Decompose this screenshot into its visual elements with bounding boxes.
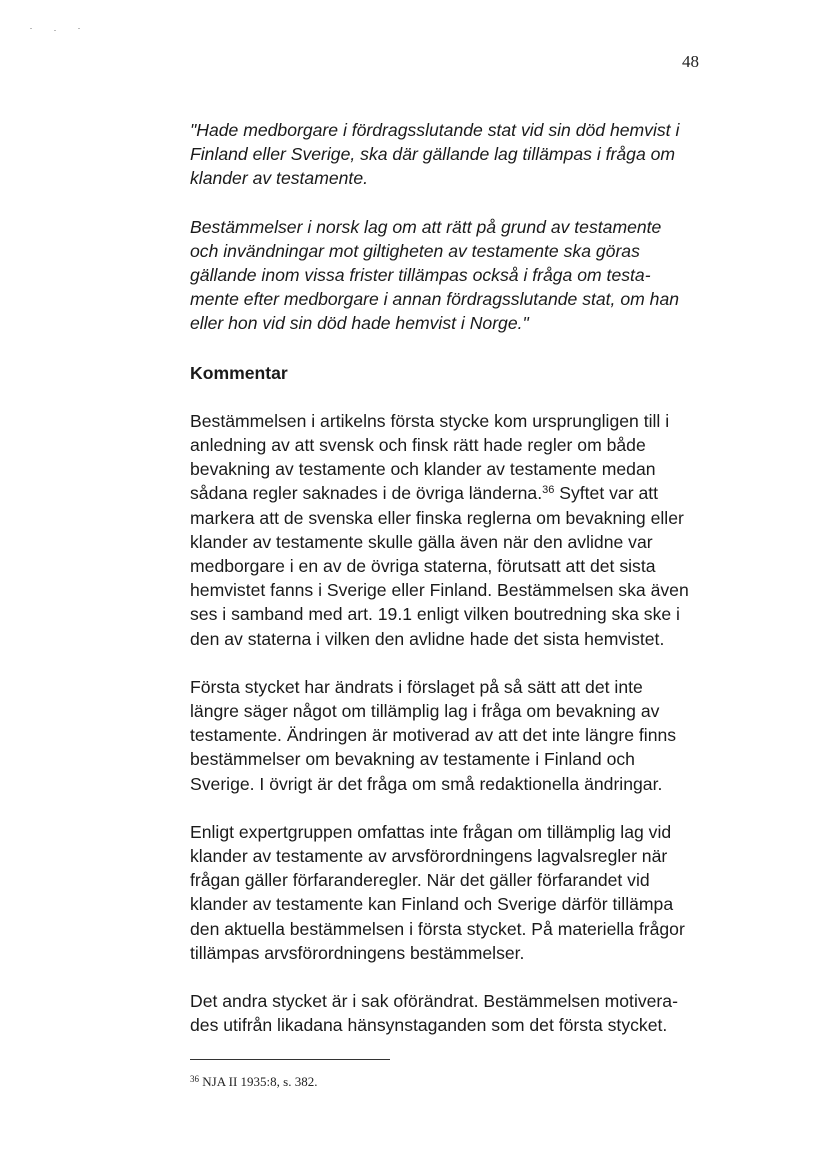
text-line-with-footnote [190, 481, 720, 505]
text-segment: sådana regler saknades i de övriga länderna. [190, 483, 543, 504]
text-line: eller hon vid sin död hade hemvist i Norge." [190, 313, 529, 334]
comment-paragraph-4 [190, 989, 720, 1037]
text-line: Sverige. I övrigt är det fråga om små redaktionella ändringar. [190, 773, 663, 794]
text-line: bestämmelser om bevakning av testamente i Finland och [190, 749, 635, 770]
scan-speck [30, 28, 32, 29]
comment-paragraph-2 [190, 675, 720, 796]
text-line: Bestämmelsen i artikelns första stycke kom ursprungligen till i [190, 410, 670, 431]
footnote-separator [190, 1059, 390, 1060]
text-line: "Hade medborgare i fördragsslutande stat vid sin död hemvist i [190, 120, 680, 140]
text-line: längre säger något om tillämplig lag i fråga om bevakning av [190, 701, 660, 722]
text-line: Enligt expertgruppen omfattas inte frågan om tillämplig lag vid [190, 821, 672, 842]
quoted-provision-paragraph-1 [190, 118, 720, 191]
comment-paragraph-3 [190, 820, 720, 965]
page-number: 48 [682, 52, 699, 71]
text-line: Bestämmelser i norsk lag om att rätt på grund av testamente [190, 216, 662, 237]
footnote-reference: 36 [542, 484, 555, 497]
text-line: klander av testamente av arvsförordningens lagvalsregler när [190, 846, 668, 867]
text-line: frågan gäller förfaranderegler. När det gäller förfarandet vid [190, 870, 650, 891]
document-body [190, 118, 720, 1062]
text-line: ses i samband med art. 19.1 enligt vilken boutredning ska ske i [190, 604, 680, 625]
text-line: markera att de svenska eller finska reglerna om bevakning eller [190, 507, 684, 528]
text-line: klander av testamente. [190, 168, 368, 189]
text-line: klander av testamente skulle gälla även när den avlidne var [190, 531, 653, 552]
text-line: klander av testamente kan Finland och Sverige därför tillämpa [190, 894, 674, 915]
text-line: Det andra stycket är i sak oförändrat. Bestämmelsen motivera- [190, 991, 678, 1012]
text-line: medborgare i en av de övriga staterna, förutsatt att det sista [190, 556, 656, 577]
text-line: Första stycket har ändrats i förslaget på så sätt att det inte [190, 676, 643, 697]
text-line: Finland eller Sverige, ska där gällande lag tillämpas i fråga om [190, 144, 676, 165]
text-line: hemvistet fanns i Sverige eller Finland. Bestämmelsen ska även [190, 580, 689, 601]
footnote [190, 1074, 317, 1090]
quoted-provision-paragraph-2 [190, 215, 720, 336]
text-line: den av staterna i vilken den avlidne hade det sista hemvistet. [190, 628, 665, 649]
scan-speck [78, 28, 80, 29]
text-line: bevakning av testamente och klander av testamente medan [190, 459, 656, 480]
text-line: des utifrån likadana hänsynstaganden som det första stycket. [190, 1015, 668, 1036]
footnote-number: 36 [190, 1074, 199, 1084]
comment-paragraph-1 [190, 409, 720, 651]
text-line: mente efter medborgare i annan fördragsslutande stat, om han [190, 289, 680, 310]
text-line: anledning av att svensk och finsk rätt hade regler om både [190, 435, 646, 456]
text-line: testamente. Ändringen är motiverad av att det inte längre finns [190, 725, 677, 746]
text-line: gällande inom vissa frister tillämpas också i fråga om testa- [190, 265, 651, 286]
text-segment: Syftet var att [554, 483, 659, 504]
section-heading: Kommentar [190, 362, 288, 383]
text-line: tillämpas arvsförordningens bestämmelser. [190, 942, 525, 963]
text-line: den aktuella bestämmelsen i första stycket. På materiella frågor [190, 918, 685, 939]
text-line: och invändningar mot giltigheten av testamente ska göras [190, 240, 640, 261]
scan-speck [54, 30, 56, 31]
footnote-text: NJA II 1935:8, s. 382. [199, 1074, 318, 1089]
